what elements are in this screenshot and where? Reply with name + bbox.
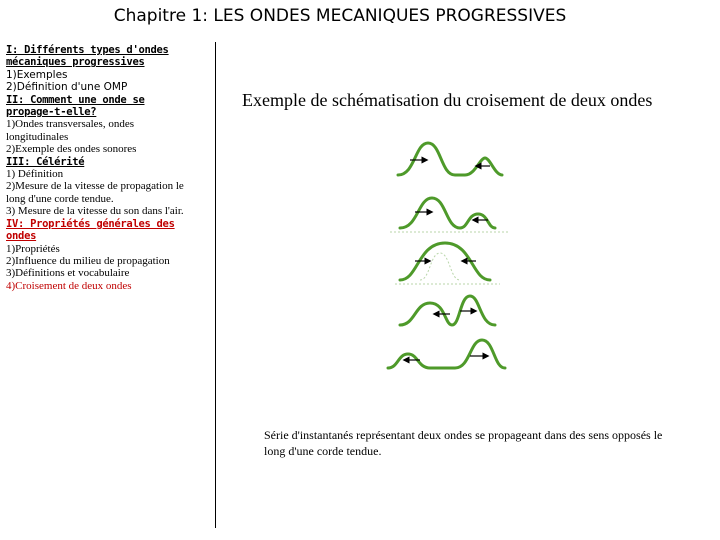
section-2-heading-cont[interactable]: propage-t-elle? [6,106,97,119]
wave-snapshot-5 [388,340,505,368]
outline-item[interactable]: 2)Mesure de la vitesse de propagation le [6,180,184,193]
outline-item[interactable]: 1)Exemples [6,68,68,81]
outline-item[interactable]: 1) Définition [6,168,64,181]
slide-heading: Exemple de schématisation du croisement de deux ondes [242,90,653,110]
section-4-heading[interactable]: IV: Propriétés générales des [6,217,175,230]
section-3-heading[interactable]: III: Célérité [6,155,85,168]
outline-item[interactable]: 1)Ondes transversales, ondes [6,118,134,131]
vertical-divider [215,42,216,528]
ghost-pulse [420,253,460,280]
section-1-heading-cont[interactable]: mécaniques progressives [6,56,145,69]
wave-crossing-diagram [370,128,520,398]
outline-item[interactable]: 2)Influence du milieu de propagation [6,254,170,267]
outline-item[interactable]: longitudinales [6,130,69,143]
section-4-heading-cont[interactable]: ondes [6,230,37,243]
chapter-outline [6,44,212,292]
outline-item[interactable]: long d'une corde tendue. [6,192,114,205]
outline-item[interactable]: 3)Définitions et vocabulaire [6,267,130,280]
wave-snapshot-3 [400,243,490,280]
wave-snapshot-2 [400,198,495,228]
outline-item[interactable]: 2)Exemple des ondes sonores [6,143,137,156]
diagram-caption: Série d'instantanés représentant deux ondes se propageant dans des sens opposés le long d'une corde tendue. [264,428,663,458]
wave-snapshot-4 [400,296,495,325]
outline-item[interactable]: 2)Définition d'une OMP [6,81,128,94]
wave-snapshot-1 [398,143,502,175]
outline-item-current[interactable]: 4)Croisement de deux ondes [6,279,132,292]
section-2-heading[interactable]: II: Comment une onde se [6,93,145,106]
outline-item[interactable]: 3) Mesure de la vitesse du son dans l'air. [6,205,184,218]
section-1-heading[interactable]: I: Différents types d'ondes [6,44,169,56]
page-title: Chapitre 1: LES ONDES MECANIQUES PROGRESSIVES [113,6,567,26]
outline-item[interactable]: 1)Propriétés [6,242,60,255]
